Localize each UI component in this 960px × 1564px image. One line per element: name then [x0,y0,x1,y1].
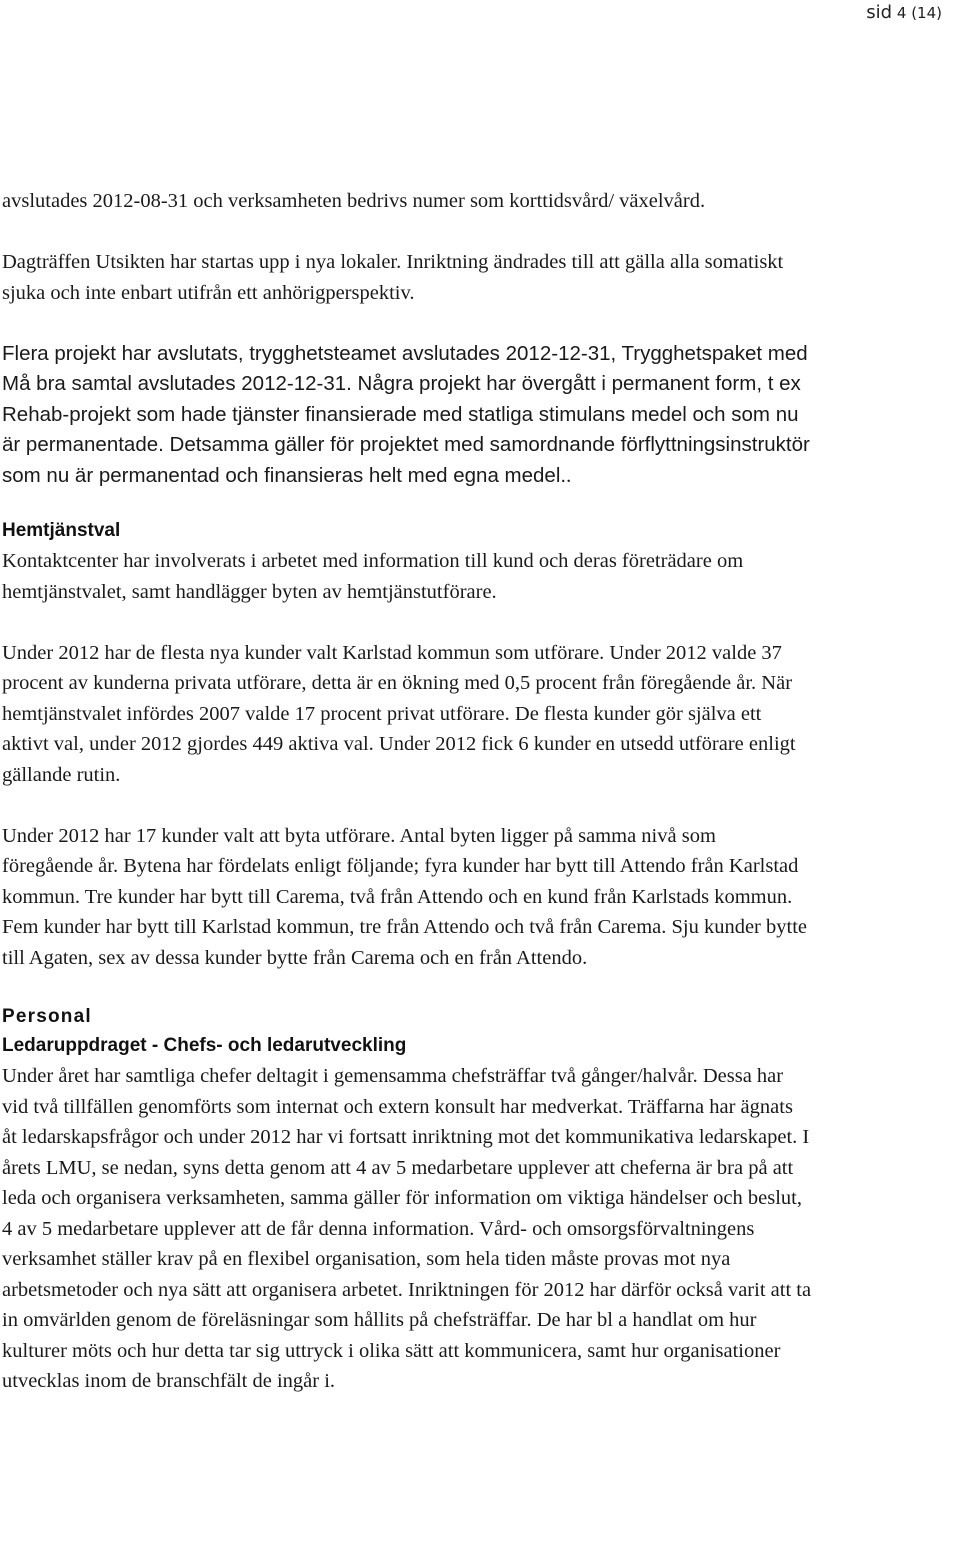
paragraph-projekt-text: Flera projekt har avslutats, trygghetsteamet avslutades 2012-12-31, Trygghetspaket med Må bra samtal avslutades 2012-12-31. Några projekt har övergått i permanent form, t ex Rehab-projekt som hade tjänster finansierade med statliga stimulans medel och som nu är permanentade. Detsamma gäller för projektet med samordnande förflyttningsinstruktör som nu är permanentad och finansieras helt med egna medel. [2,341,810,487]
paragraph-korttidsvard: avslutades 2012-08-31 och verksamheten bedrivs numer som korttidsvård/ växelvård. [2,190,706,212]
heading-hemtjanstval: Hemtjänstval [2,520,121,541]
heading-personal: Personal [2,1006,92,1027]
paragraph-chefstraffar: Under året har samtliga chefer deltagit i gemensamma chefsträffar två gånger/halvår. Dessa har vid två tillfällen genomförts som internat och extern konsult har medverkat. Träffarna har ägnats åt ledarskapsfrågor och under 2012 har vi fortsatt inriktning mot det kommunikativa ledarskapet. I årets LMU, se nedan, syns detta genom att 4 av 5 medarbetare upplever att cheferna är bra på att leda och organisera verksamheten, samma gäller för information om viktiga händelser och beslut, 4 av 5 medarbetare upplever att de får denna information. Vård- och omsorgsförvaltningens verksamhet ställer krav på en flexibel organisation, som hela tiden måste provas mot nya arbetsmetoder och nya sätt att organisera arbetet. Inriktningen för 2012 har därför också varit att ta in omvärlden genom de föreläsningar som hållits på chefsträffar. De har bl a handlat om hur kulturer möts och hur detta tar sig uttryck i olika sätt att kommunicera, samt hur organisationer utvecklas inom de branschfält de ingår i. [2,1065,812,1392]
document-body [2,186,812,1397]
paragraph-projekt-tail: . [566,464,572,487]
page-current: 4 [896,4,907,22]
paragraph-kontaktcenter: Kontaktcenter har involverats i arbetet med information till kund och deras företrädare om hemtjänstvalet, samt handlägger byten av hemtjänstutförare. [2,550,744,603]
paragraph-projekt [2,339,812,492]
heading-ledaruppdraget: Ledaruppdraget - Chefs- och ledarutveckling [2,1035,407,1056]
paragraph-utforare: Under 2012 har de flesta nya kunder valt Karlstad kommun som utförare. Under 2012 valde 37 procent av kunderna privata utförare, detta är en ökning med 0,5 procent från föregående år. När hemtjänstvalet infördes 2007 valde 17 procent privat utförare. De flesta kunder gör själva ett aktivt val, under 2012 gjordes 449 aktiva val. Under 2012 fick 6 kunder en utsedd utförare enligt gällande rutin. [2,641,796,786]
page-prefix: sid [866,2,893,23]
paragraph-byten: Under 2012 har 17 kunder valt att byta utförare. Antal byten ligger på samma nivå som föregående år. Bytena har fördelats enligt följande; fyra kunder har bytt till Attendo från Karlstad kommun. Tre kunder har bytt till Carema, två från Attendo och en kund från Karlstads kommun. Fem kunder har bytt till Karlstad kommun, tre från Attendo och två från Carema. Sju kunder bytte till Agaten, sex av dessa kunder bytte från Carema och en från Attendo. [2,824,807,969]
page-number [866,2,942,23]
paragraph-dagtraffen: Dagträffen Utsikten har startas upp i nya lokaler. Inriktning ändrades till att gälla alla somatiskt sjuka och inte enbart utifrån ett anhörigperspektiv. [2,251,784,304]
page-total: (14) [911,4,942,22]
